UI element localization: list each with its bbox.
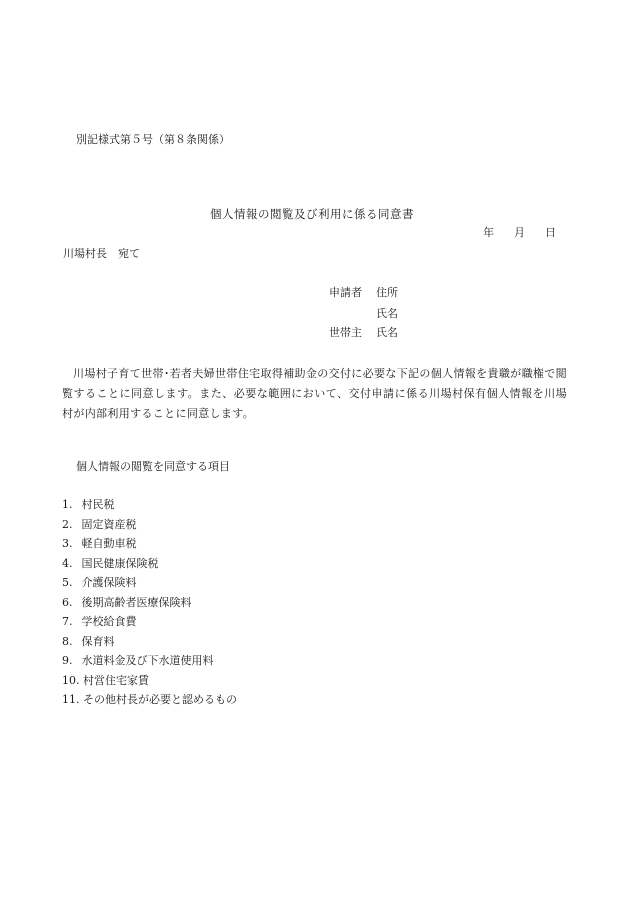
item-label: 固定資産税 [81, 517, 137, 531]
item-label: 村営住宅家賃 [83, 673, 149, 687]
item-number: 4. [62, 556, 73, 570]
applicant-name-label: 氏名 [376, 307, 398, 320]
date-day-label: 日 [545, 226, 556, 239]
addressee: 川場村長 宛て [63, 247, 140, 260]
list-item [62, 596, 237, 616]
item-number: 7. [62, 615, 73, 628]
form-number: 別記様式第５号（第８条関係） [76, 133, 230, 146]
applicant-role-label: 申請者 [329, 286, 362, 299]
item-number: 10. [62, 673, 80, 687]
list-item [62, 615, 237, 635]
item-label: 軽自動車税 [81, 537, 137, 550]
item-number: 1. [62, 498, 73, 511]
consent-items-list [62, 498, 237, 713]
item-number: 5. [62, 576, 73, 589]
list-item [62, 498, 237, 518]
list-item [62, 518, 237, 538]
household-head-role-label: 世帯主 [329, 326, 362, 339]
consent-body-text: 川場村子育て世帯･若者夫婦世帯住宅取得補助金の交付に必要な下記の個人情報を貴職が職権で閲覧することに同意します。また、必要な範囲において、交付申請に係る川場村保有個人情報を川場村が内部利用することに同意します。 [62, 367, 567, 420]
household-head-name-label: 氏名 [376, 326, 398, 339]
applicant-address-label: 住所 [376, 286, 398, 299]
item-label: 学校給食費 [81, 615, 137, 628]
item-number: 2. [62, 517, 73, 531]
list-item [62, 654, 237, 674]
list-item [62, 537, 237, 557]
document-title: 個人情報の閲覧及び利用に係る同意書 [210, 207, 414, 221]
item-label: 介護保険料 [81, 576, 137, 589]
item-label: 水道料金及び下水道使用料 [81, 654, 214, 667]
items-heading: 個人情報の閲覧を同意する項目 [76, 460, 230, 473]
list-item [62, 576, 237, 596]
date-year-label: 年 [483, 226, 494, 239]
item-number: 11. [62, 693, 80, 706]
item-label: 保育料 [81, 634, 115, 648]
item-label: 国民健康保険税 [81, 556, 159, 570]
item-number: 9. [62, 654, 73, 667]
item-label: 後期高齢者医療保険料 [81, 595, 192, 609]
list-item [62, 635, 237, 655]
list-item [62, 557, 237, 577]
item-number: 3. [62, 537, 73, 550]
item-number: 6. [62, 595, 73, 609]
item-label: 村民税 [81, 498, 115, 511]
item-number: 8. [62, 634, 73, 648]
item-label: その他村長が必要と認めるもの [83, 693, 237, 706]
date-line [483, 226, 556, 240]
list-item [62, 674, 237, 694]
list-item [62, 693, 237, 713]
date-month-label: 月 [514, 226, 525, 239]
